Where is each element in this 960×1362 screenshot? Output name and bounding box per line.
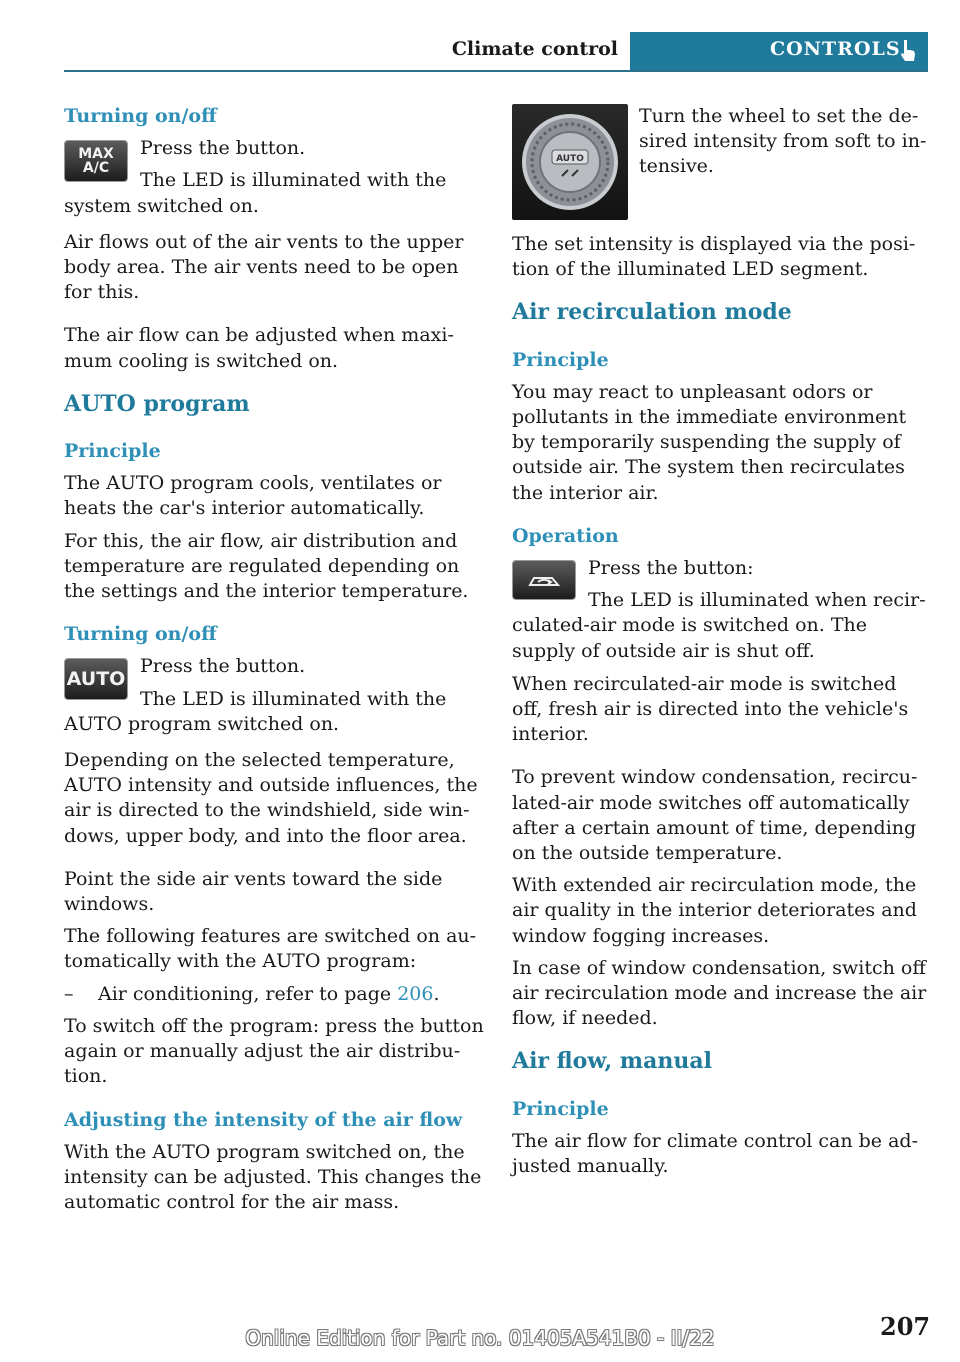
intensity-wheel-image: [512, 104, 628, 220]
heading-operation: Operation: [512, 524, 619, 547]
heading-principle: Principle: [512, 348, 609, 371]
max-ac-label-2: A/C: [82, 160, 110, 177]
right-column: [512, 104, 932, 1186]
paragraph: Depending on the selected temperature, AUTO intensity and outside influences, the air is directed to the windshield, side windows, upper body, and into the floor area.: [64, 749, 478, 847]
paragraph: [512, 588, 932, 664]
paragraph: The AUTO program cools, ventilates or heats the car's interior automatically.: [64, 472, 442, 520]
list-dash: –: [64, 982, 74, 1005]
heading-auto-program: AUTO program: [64, 390, 250, 417]
auto-button-image: [64, 658, 128, 700]
paragraph: The air flow for climate control can be adjusted manually.: [512, 1129, 918, 1178]
paragraph-text: The LED is illuminated with the system switched on.: [64, 169, 447, 217]
heading-air-flow-manual: Air flow, manual: [512, 1048, 712, 1075]
paragraph: For this, the air flow, air distribution and temperature are regulated depending on the settings and the interior temperature.: [64, 529, 469, 603]
section-heading-turning-on-off-1: Turning on/off: [64, 105, 217, 127]
paragraph: Press the button:: [588, 557, 754, 580]
list-item: [64, 982, 484, 1007]
paragraph: You may react to unpleasant odors or pollutants in the immediate environment by temporarily suspending the supply of outside air. The system then recirculates the interior air.: [512, 380, 907, 504]
paragraph: To switch off the program: press the button again or manually adjust the air distribution.: [64, 1014, 484, 1088]
auto-button-label: AUTO: [66, 667, 126, 690]
recirculation-car-icon: [524, 569, 564, 591]
left-column: [64, 104, 484, 1222]
section-heading-turning-on-off-2: Turning on/off: [64, 623, 217, 646]
max-ac-button-image: [64, 140, 128, 182]
paragraph-text: The LED is illuminated when recirculated-air mode is switched on. The supply of outside air is shut off.: [512, 589, 926, 662]
paragraph: In case of window condensation, switch off air recirculation mode and increase the air flow, if needed.: [512, 956, 927, 1030]
paragraph: Turn the wheel to set the desired intensity from soft to intensive.: [639, 105, 927, 178]
max-ac-label-1: MAX: [78, 146, 114, 163]
pointing-hand-icon: [892, 36, 922, 66]
paragraph: Press the button.: [140, 137, 306, 160]
chapter-label: CONTROLS: [770, 38, 901, 60]
list-item-end: .: [433, 982, 440, 1005]
paragraph-text: The LED is illuminated with the AUTO program switched on.: [64, 687, 447, 735]
paragraph: With extended air recirculation mode, the air quality in the interior deteriorates and window fogging increases.: [512, 874, 917, 947]
page-reference-link[interactable]: 206: [397, 982, 434, 1005]
page-number: 207: [880, 1312, 931, 1341]
paragraph: With the AUTO program switched on, the intensity can be adjusted. This changes the automatic control for the air mass.: [64, 1140, 482, 1214]
paragraph: The air flow can be adjusted when maximum cooling is switched on.: [64, 324, 454, 372]
wheel-icon: [512, 104, 628, 220]
paragraph: When recirculated-air mode is switched off, fresh air is directed into the vehicle's interior.: [512, 672, 909, 746]
paragraph: Press the button.: [140, 655, 306, 678]
heading-adjusting-intensity: Adjusting the intensity of the air flow: [64, 1108, 463, 1131]
paragraph: The following features are switched on automatically with the AUTO program:: [64, 925, 477, 973]
header-rule: [64, 70, 928, 72]
wheel-instruction: [512, 92, 932, 220]
auto-instruction: [64, 654, 484, 737]
edition-watermark: Online Edition for Part no. 01405A541B0 - II/22: [245, 1326, 715, 1350]
recirculation-button-image: [512, 560, 576, 600]
maxac-instruction: [64, 136, 484, 219]
heading-air-recirculation: Air recirculation mode: [512, 299, 792, 326]
heading-principle: Principle: [64, 440, 161, 463]
recirc-instruction: [512, 556, 932, 664]
list-item-text: Air conditioning, refer to page: [98, 982, 398, 1005]
paragraph: To prevent window condensation, recirculated-air mode switches off automatically after a certain amount of time, depending on the outside temperature.: [512, 766, 918, 865]
paragraph: The set intensity is displayed via the position of the illuminated LED segment.: [512, 233, 916, 281]
section-title: Climate control: [451, 38, 618, 60]
paragraph: Air flows out of the air vents to the upper body area. The air vents need to be open for this.: [64, 230, 464, 304]
heading-principle: Principle: [512, 1097, 609, 1120]
paragraph: Point the side air vents toward the side windows.: [64, 867, 443, 916]
wheel-auto-label: AUTO: [556, 154, 584, 164]
